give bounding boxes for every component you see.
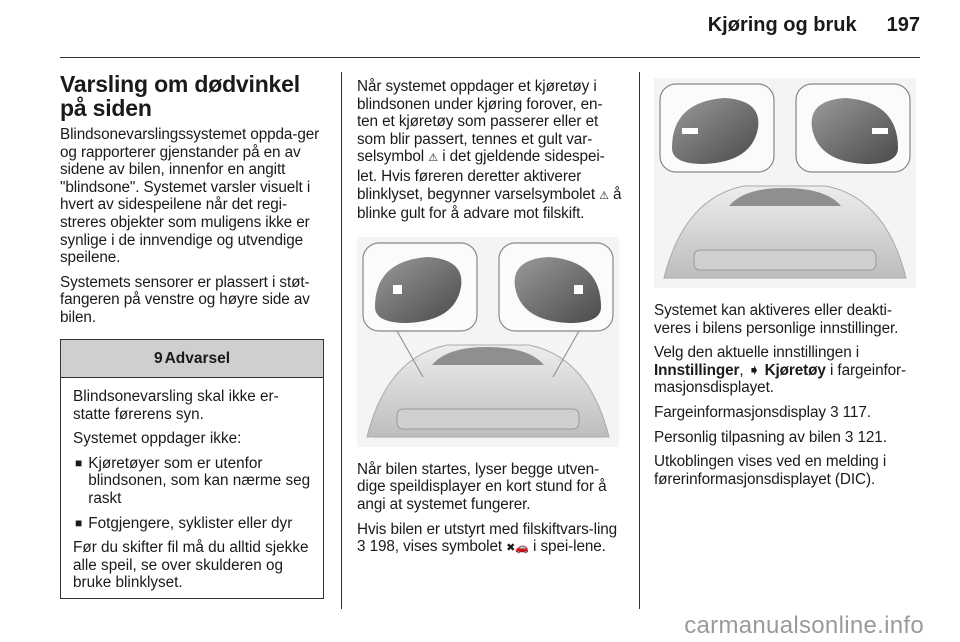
mirror-illustration-1: [357, 237, 619, 447]
watermark: carmanualsonline.info: [684, 612, 924, 639]
page-number: 197: [886, 14, 920, 36]
warning-text-3: Før du skifter fil må du alltid sjekke alle speil, se over skulderen og bruke blinklyset.: [73, 539, 309, 592]
mirror-illustration-2: [654, 78, 916, 288]
lane-change-symbol-icon: ✖🚗: [506, 542, 529, 555]
header-rule: [60, 57, 920, 58]
settings-paragraph: Velg den aktuelle innstillingen i Innstillinger, ➧ Kjøretøy i fargeinfor-masjonsdisplayet.: [654, 344, 907, 397]
column-3: [654, 78, 922, 495]
menu-path-settings: Innstillinger: [654, 361, 740, 379]
deactivation-paragraph: Utkoblingen vises ved en melding i førerinformasjonsdisplayet (DIC).: [654, 453, 887, 488]
warning-text-1: Blindsonevarsling skal ikke er-statte førerens syn.: [73, 388, 279, 423]
reference-arrow-icon: 3: [357, 538, 366, 556]
warning-box: [60, 339, 324, 599]
detection-paragraph: Når systemet oppdager et kjøretøy i blindsonen under kjøring forover, en-ten et kjøretøy som passerer eller et som blir passert, tennes et gult var-selsymbol ⚠ i det gjeldende sidespei-let. Hvis føreren deretter aktiverer blinklyset, begynner varselsymbolet ⚠ å blinke gult for å advare mot filskift.: [357, 78, 622, 223]
activation-paragraph: Systemet kan aktiveres eller deakti-veres i bilens personlige innstillinger.: [654, 302, 899, 337]
column-divider-1: [341, 72, 342, 609]
startup-paragraph: Når bilen startes, lyser begge utven-dige speildisplayer en kort stund for å angi at systemet fungerer.: [357, 460, 607, 513]
warning-icon: 9: [153, 349, 163, 367]
list-item: [73, 515, 311, 533]
bullet-icon: ■: [75, 455, 83, 470]
column-divider-2: [639, 72, 640, 609]
section-heading: Varsling om dødvinkel på siden: [60, 71, 300, 121]
display-reference: Fargeinformasjonsdisplay 3 117.: [654, 403, 871, 421]
reference-arrow-icon: 3: [844, 428, 854, 446]
personalization-reference: Personlig tilpasning av bilen 3 121.: [654, 428, 887, 446]
list-item: [73, 455, 311, 508]
warning-body: [61, 378, 323, 607]
column-2: [357, 78, 623, 565]
sensor-paragraph: Systemets sensorer er plassert i støt-fangeren på venstre og høyre side av bilen.: [60, 273, 310, 326]
header-title: Kjøring og bruk: [707, 14, 857, 36]
lane-change-paragraph: Hvis bilen er utstyrt med filskiftvars-ling 3 198, vises symbolet ✖🚗 i spei-lene.: [357, 520, 618, 556]
bullet-icon: ■: [75, 515, 83, 530]
warning-symbol-icon: ⚠: [599, 189, 609, 202]
list-item-text: Kjøretøyer som er utenfor blindsonen, som kan nærme seg raskt: [88, 454, 311, 507]
page-header: [708, 14, 920, 48]
intro-paragraph: Blindsonevarslingssystemet oppda-ger og rapporterer gjenstander på en av sidene av bilen, innenfor en angitt "blindsone". Systemet varsler visuelt i hvert av sidespeilene når det regi-streres objekter som muligens ikke er synlige i de innvendige og utvendige speilene.: [60, 126, 320, 267]
reference-arrow-icon: 3: [830, 403, 839, 421]
column-1: [60, 72, 324, 334]
list-item-text: Fotgjengere, syklister eller dyr: [88, 514, 293, 532]
warning-title: Advarsel: [164, 349, 231, 367]
warning-symbol-icon: ⚠: [428, 152, 439, 165]
warning-text-2: Systemet oppdager ikke:: [73, 430, 242, 448]
menu-path-vehicle: ➧ Kjøretøy: [747, 361, 826, 379]
warning-header: [61, 340, 323, 378]
